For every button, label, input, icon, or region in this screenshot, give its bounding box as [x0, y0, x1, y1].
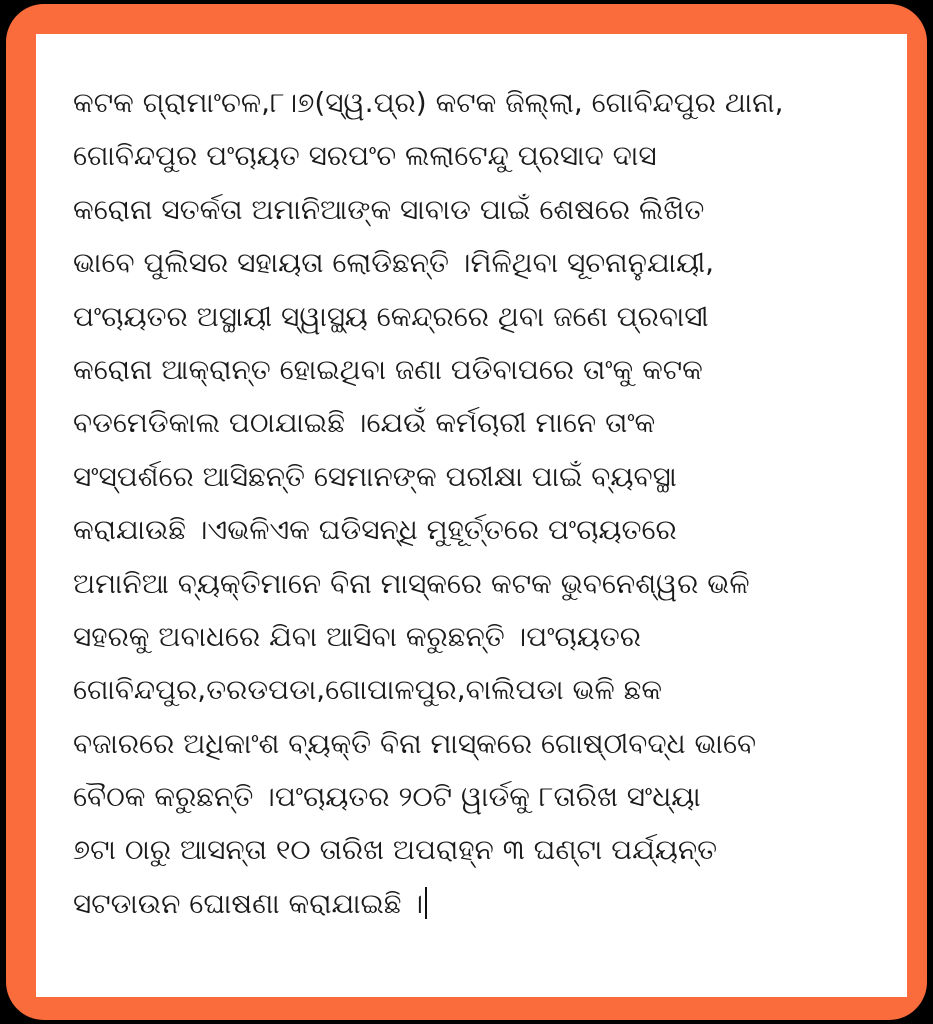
article-line: ଗୋବିନ୍ଦପୁର ପଂଚାୟତ ସରପଂଚ ଲଲାଟେନ୍ଦୁ ପ୍ରସାଦ ଦାସ: [73, 139, 657, 173]
article-line: ଅମାନିଆ ବ୍ୟକ୍ତିମାନେ ବିନା ମାସ୍କରେ କଟକ ଭୁବନେଶ୍ୱର ଭଳି: [73, 566, 750, 600]
article-line: କରାଯାଉଛି ।ଏଭଳିଏକ ଘଡିସନ୍ଧି ମୁହୂର୍ତ୍ତରେ ପଂଚାୟତରେ: [73, 513, 677, 547]
article-line: ଗୋବିନ୍ଦପୁର,ତରଡପଡା,ଗୋପାଳପୁର,ବାଲିପଡା ଭଳି ଛକ: [73, 673, 663, 707]
article-line: କରୋନା ଆକ୍ରାନ୍ତ ହୋଇଥିବା ଜଣା ପଡିବାପରେ ତାଂକୁ କଟକ: [73, 352, 703, 386]
article-line: କଟକ ଗ୍ରାମାଂଚଳ,୮।୭(ସ୍ୱ.ପ୍ର) କଟକ ଜିଲ୍ଲା, ଗୋବିନ୍ଦପୁର ଥାନା,: [73, 86, 784, 119]
article-line: ସଂସ୍ପର୍ଶରେ ଆସିଛନ୍ତି ସେମାନଙ୍କ ପରୀକ୍ଷା ପାଇଁ ବ୍ୟବସ୍ଥା: [73, 459, 677, 493]
article-line: ପଂଚାୟତର ଅସ୍ଥାୟୀ ସ୍ୱାସ୍ଥ୍ୟ କେନ୍ଦ୍ରରେ ଥିବା ଜଣେ ପ୍ରବାସୀ: [73, 299, 709, 333]
article-body: [73, 76, 903, 930]
article-line: ବୈଠକ କରୁଛନ୍ତି ।ପଂଚାୟତର ୨୦ଟି ୱାର୍ଡକୁ ୮ତାରିଖ ସଂଧ୍ୟା: [73, 780, 701, 814]
article-line: ବଜାରରେ ଅଧିକାଂଶ ବ୍ୟକ୍ତି ବିନା ମାସ୍କରେ ଗୋଷ୍ଠୀବଦ୍ଧ ଭାବେ: [73, 726, 757, 760]
article-line: ଭାବେ ପୁଲିସର ସହାୟତା ଲୋଡିଛନ୍ତି ।ମିଳିଥିବା ସୂଚନାନୁଯାୟୀ,: [73, 246, 715, 280]
text-card: [36, 34, 907, 997]
orange-frame: [6, 4, 927, 1020]
text-cursor: [425, 887, 427, 919]
article-line-last: [73, 877, 903, 930]
article-line: କରୋନା ସତର୍କତା ଅମାନିଆଙ୍କ ସାବାଡ ପାଇଁ ଶେଷରେ ଲିଖିତ: [73, 192, 705, 226]
article-line: ସହରକୁ ଅବାଧରେ ଯିବା ଆସିବା କରୁଛନ୍ତି ।ପଂଚାୟତର: [73, 619, 641, 653]
article-line: ବଡମେଡିକାଲ ପଠାଯାଇଛି ।ଯେଉଁ କର୍ମଚାରୀ ମାନେ ତାଂକ: [73, 406, 656, 440]
article-line-text: ସଟଡାଉନ ଘୋଷଣା କରାଯାଇଛି ।: [73, 886, 424, 920]
article-line: ୭ଟା ଠାରୁ ଆସନ୍ତା ୧୦ ତାରିଖ ଅପରାହ୍ନ ୩ ଘଣ୍ଟା ପର୍ଯ୍ୟନ୍ତ: [73, 833, 718, 867]
